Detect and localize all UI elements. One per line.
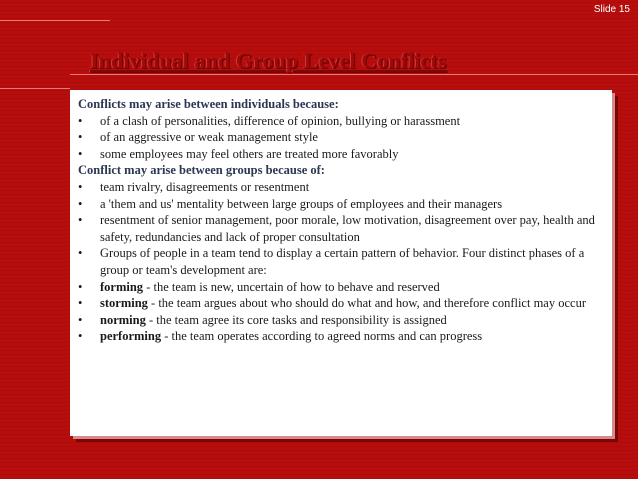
phase-term: storming xyxy=(100,296,148,311)
bullet: • xyxy=(78,279,83,294)
slide-title: Individual and Group Level Conflicts xyxy=(90,48,447,73)
phase-item xyxy=(78,328,598,345)
bullet: • xyxy=(78,329,83,344)
list-item xyxy=(78,196,598,213)
list-item-text: team rivalry, disagreements or resentment xyxy=(100,179,310,194)
bullet: • xyxy=(78,213,83,228)
group-heading: Conflict may arise between groups because of: xyxy=(78,163,325,178)
decor-line-left xyxy=(0,88,70,89)
list-item xyxy=(78,129,598,146)
phase-term: performing xyxy=(100,329,162,344)
individual-heading: Conflicts may arise between individuals because: xyxy=(78,97,339,111)
content-panel xyxy=(70,90,612,436)
decor-line-mid xyxy=(70,74,638,75)
bullet: • xyxy=(78,296,83,311)
bullet: • xyxy=(78,113,83,128)
phase-term: norming xyxy=(100,312,146,327)
list-item-text: resentment of senior management, poor morale, low motivation, disagreement over pay, health and safety, redundancies and lack of proper consultation xyxy=(100,213,595,244)
phase-item xyxy=(78,312,598,329)
content-body xyxy=(78,96,598,345)
list-item-text: a 'them and us' mentality between large groups of employees and their managers xyxy=(100,196,503,211)
list-item-text: some employees may feel others are treated more favorably xyxy=(100,146,399,161)
phase-term: forming xyxy=(100,279,144,294)
phase-item xyxy=(78,279,598,296)
list-item xyxy=(78,146,598,163)
bullet: • xyxy=(78,196,83,211)
phase-description: - the team argues about who should do what and how, and therefore conflict may occur xyxy=(147,296,586,311)
list-item xyxy=(78,245,598,278)
list-item-text: of an aggressive or weak management style xyxy=(100,130,318,145)
bullet: • xyxy=(78,246,83,261)
decor-line-top xyxy=(0,20,110,21)
bullet: • xyxy=(78,146,83,161)
bullet: • xyxy=(78,179,83,194)
phase-description: - the team operates according to agreed norms and can progress xyxy=(161,329,483,344)
list-item xyxy=(78,113,598,130)
bullet: • xyxy=(78,312,83,327)
phase-description: - the team agree its core tasks and responsibility is assigned xyxy=(145,312,447,327)
list-item-text: of a clash of personalities, difference of opinion, bullying or harassment xyxy=(100,113,461,128)
list-item xyxy=(78,179,598,196)
list-item xyxy=(78,212,598,245)
phase-description: - the team is new, uncertain of how to behave and reserved xyxy=(143,279,440,294)
phase-item xyxy=(78,295,598,312)
slide-number: Slide 15 xyxy=(593,4,630,15)
list-item-text: Groups of people in a team tend to display a certain pattern of behavior. Four distinct phases of a group or team's development are: xyxy=(100,246,585,277)
bullet: • xyxy=(78,130,83,145)
